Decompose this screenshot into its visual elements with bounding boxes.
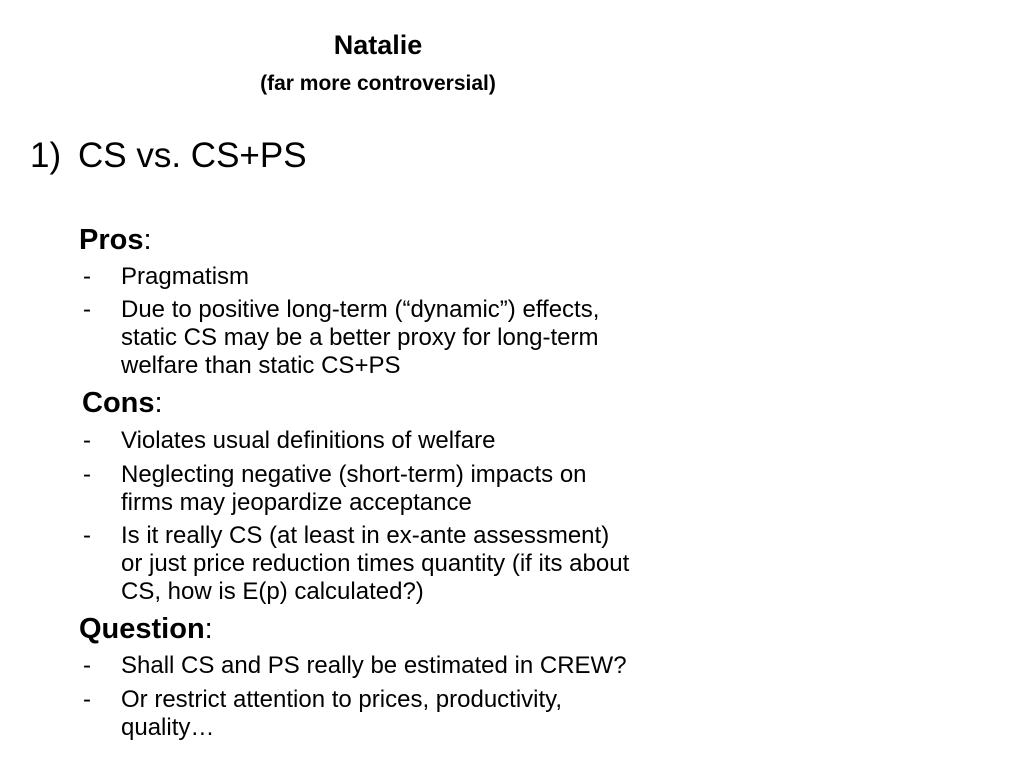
pros-label bbox=[79, 224, 152, 257]
item-line: Pragmatism bbox=[121, 263, 250, 290]
item-line: Or restrict attention to prices, productivity, bbox=[121, 686, 563, 713]
bullet-dash: - bbox=[83, 296, 91, 323]
section-heading bbox=[30, 136, 307, 176]
slide-subtitle: (far more controversial) bbox=[260, 72, 496, 95]
bullet-dash: - bbox=[83, 522, 91, 549]
heading-text: CS vs. CS+PS bbox=[78, 136, 307, 175]
item-text bbox=[121, 686, 562, 742]
item-text bbox=[121, 263, 249, 291]
bullet-dash: - bbox=[83, 652, 91, 679]
item-line: welfare than static CS+PS bbox=[121, 352, 401, 379]
slide-title: Natalie bbox=[333, 30, 423, 60]
item-line: or just price reduction times quantity (if its about bbox=[121, 550, 630, 577]
heading-number: 1) bbox=[30, 136, 62, 175]
question-label-text: Question bbox=[79, 613, 205, 645]
question-label-colon: : bbox=[204, 613, 213, 645]
item-line: Shall CS and PS really be estimated in CREW? bbox=[121, 652, 627, 679]
bullet-dash: - bbox=[83, 263, 91, 290]
cons-label-colon: : bbox=[154, 387, 163, 419]
cons-label-text: Cons bbox=[82, 387, 155, 419]
item-text bbox=[121, 296, 599, 380]
pros-label-text: Pros bbox=[79, 224, 144, 256]
pros-label-colon: : bbox=[143, 224, 152, 256]
item-text bbox=[121, 427, 495, 455]
item-text bbox=[121, 522, 629, 606]
item-line: CS, how is E(p) calculated?) bbox=[121, 578, 424, 605]
bullet-dash: - bbox=[83, 686, 91, 713]
item-line: firms may jeopardize acceptance bbox=[121, 489, 472, 516]
question-label bbox=[79, 613, 213, 646]
item-text bbox=[121, 652, 627, 680]
item-line: Is it really CS (at least in ex-ante assessment) bbox=[121, 522, 610, 549]
bullet-dash: - bbox=[83, 461, 91, 488]
bullet-dash: - bbox=[83, 427, 91, 454]
item-text bbox=[121, 461, 587, 517]
item-line: static CS may be a better proxy for long-term bbox=[121, 324, 599, 351]
item-line: Due to positive long-term (“dynamic”) effects, bbox=[121, 296, 600, 323]
item-line: Neglecting negative (short-term) impacts on bbox=[121, 461, 587, 488]
cons-label bbox=[82, 387, 163, 420]
item-line: quality… bbox=[121, 714, 215, 741]
item-line: Violates usual definitions of welfare bbox=[121, 427, 496, 454]
